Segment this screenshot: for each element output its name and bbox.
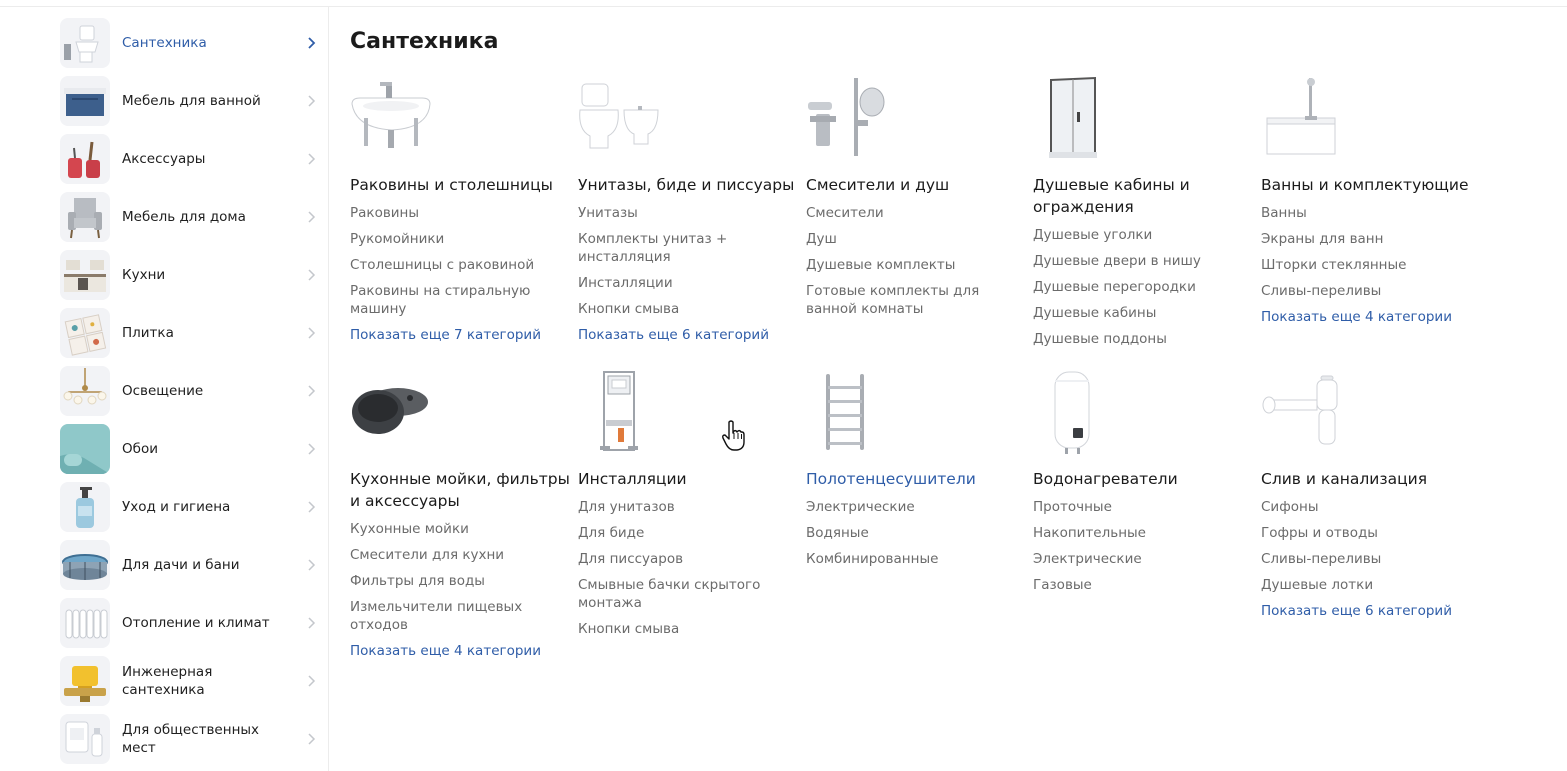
chevron-right-icon: [304, 152, 318, 166]
page-title: Сантехника: [350, 29, 499, 54]
sidebar-item-kitchens[interactable]: [60, 246, 328, 304]
subcategory-link[interactable]: Гофры и отводы: [1261, 525, 1378, 541]
subcategory-list: [1261, 200, 1476, 304]
sidebar-item-label: Кухни: [122, 267, 166, 283]
subcategory-link[interactable]: Душевые уголки: [1033, 227, 1153, 243]
sidebar-item-wallpaper[interactable]: [60, 420, 328, 478]
subcategory-link[interactable]: Смывные бачки скрытого монтажа: [578, 577, 761, 611]
sidebar-item-hygiene[interactable]: [60, 478, 328, 536]
show-more-link[interactable]: Показать еще 6 категорий: [1261, 603, 1452, 619]
subcategory-link[interactable]: Сифоны: [1261, 499, 1319, 515]
category-title[interactable]: Унитазы, биде и писсуары: [578, 176, 795, 194]
sidebar-item-home-furniture[interactable]: [60, 188, 328, 246]
sidebar-item-label: Отопление и климат: [122, 615, 270, 631]
subcategory-link[interactable]: Фильтры для воды: [350, 573, 485, 589]
category-toilets: [578, 76, 793, 348]
sidebar-item-label: Инженерная сантехника: [122, 664, 213, 698]
sidebar-item-label: Освещение: [122, 383, 204, 399]
category-sidebar: [60, 14, 328, 768]
toilet-icon: [60, 18, 110, 68]
sidebar-item-label: Мебель для дома: [122, 209, 246, 225]
sidebar-item-label: Плитка: [122, 325, 174, 341]
subcategory-list: [1261, 494, 1476, 598]
category-title[interactable]: Раковины и столешницы: [350, 176, 553, 194]
subcategory-link[interactable]: Душевые лотки: [1261, 577, 1374, 593]
dispenser-icon: [60, 714, 110, 764]
subcategory-link[interactable]: Кнопки смыва: [578, 301, 680, 317]
show-more-link[interactable]: Показать еще 4 категории: [1261, 309, 1452, 325]
toilet-bidet-icon[interactable]: [578, 76, 668, 160]
accessories-icon: [60, 134, 110, 184]
sidebar-item-bathroom-furniture[interactable]: [60, 72, 328, 130]
subcategory-link[interactable]: Измельчители пищевых отходов: [350, 599, 523, 633]
installation-icon[interactable]: [578, 370, 668, 454]
subcategory-link[interactable]: Смесители: [806, 205, 884, 221]
sink-icon[interactable]: [350, 76, 440, 160]
show-more-link[interactable]: Показать еще 6 категорий: [578, 327, 769, 343]
category-title[interactable]: Полотенцесушители: [806, 470, 976, 488]
category-title[interactable]: Ванны и комплектующие: [1261, 176, 1469, 194]
kitchen-icon: [60, 250, 110, 300]
subcategory-link[interactable]: Сливы-переливы: [1261, 283, 1382, 299]
show-more-link[interactable]: Показать еще 4 категории: [350, 643, 541, 659]
subcategory-list: [578, 494, 793, 642]
subcategory-link[interactable]: Кухонные мойки: [350, 521, 469, 537]
subcategory-link[interactable]: Сливы-переливы: [1261, 551, 1382, 567]
subcategory-link[interactable]: Смесители для кухни: [350, 547, 505, 563]
subcategory-list: [1033, 494, 1248, 598]
vanity-icon: [60, 76, 110, 126]
bathtub-icon[interactable]: [1261, 76, 1351, 160]
subcategory-list: [806, 494, 1021, 572]
sidebar-item-lighting[interactable]: [60, 362, 328, 420]
radiator-icon: [60, 598, 110, 648]
subcategory-link[interactable]: Инсталляции: [578, 275, 673, 291]
subcategory-link[interactable]: Комбинированные: [806, 551, 939, 567]
chevron-right-icon: [304, 36, 318, 50]
subcategory-list: [578, 200, 793, 322]
chandelier-icon: [60, 366, 110, 416]
top-divider: [0, 6, 1567, 7]
subcategory-link[interactable]: Душевые кабины: [1033, 305, 1157, 321]
category-title[interactable]: Инсталляции: [578, 470, 687, 488]
faucet-shower-icon[interactable]: [806, 76, 896, 160]
category-title[interactable]: Кухонные мойки, фильтры и аксессуары: [350, 470, 570, 510]
chevron-right-icon: [304, 558, 318, 572]
subcategory-list: [350, 200, 565, 322]
sidebar-item-label: Для дачи и бани: [122, 557, 240, 573]
subcategory-link[interactable]: Рукомойники: [350, 231, 445, 247]
sidebar-item-label: Сантехника: [122, 35, 207, 51]
subcategory-link[interactable]: Электрические: [806, 499, 915, 515]
subcategory-link[interactable]: Раковины: [350, 205, 420, 221]
category-title[interactable]: Душевые кабины и ограждения: [1033, 176, 1190, 216]
sidebar-item-label: Мебель для ванной: [122, 93, 261, 109]
sidebar-item-label: Обои: [122, 441, 158, 457]
category-title[interactable]: Водонагреватели: [1033, 470, 1178, 488]
siphon-icon[interactable]: [1261, 370, 1351, 454]
sidebar-divider: [328, 7, 329, 771]
subcategory-link[interactable]: Водяные: [806, 525, 869, 541]
chevron-right-icon: [304, 616, 318, 630]
sidebar-item-public-places[interactable]: [60, 710, 328, 768]
subcategory-link[interactable]: Душ: [806, 231, 837, 247]
subcategory-link[interactable]: Столешницы с раковиной: [350, 257, 535, 273]
subcategory-link[interactable]: Газовые: [1033, 577, 1092, 593]
armchair-icon: [60, 192, 110, 242]
chevron-right-icon: [304, 384, 318, 398]
sidebar-item-heating[interactable]: [60, 594, 328, 652]
towel-rail-icon[interactable]: [806, 370, 896, 454]
chevron-right-icon: [304, 442, 318, 456]
subcategory-link[interactable]: Комплекты унитаз + инсталляция: [578, 231, 728, 265]
sidebar-item-label: Для общественных мест: [122, 722, 260, 756]
category-title[interactable]: Смесители и душ: [806, 176, 950, 194]
subcategory-link[interactable]: Проточные: [1033, 499, 1112, 515]
subcategory-link[interactable]: Накопительные: [1033, 525, 1146, 541]
sidebar-item-tiles[interactable]: [60, 304, 328, 362]
sidebar-item-label: Аксессуары: [122, 151, 206, 167]
subcategory-link[interactable]: Экраны для ванн: [1261, 231, 1384, 247]
show-more-link[interactable]: Показать еще 7 категорий: [350, 327, 541, 343]
category-faucets-shower: [806, 76, 1021, 322]
subcategory-link[interactable]: Готовые комплекты для ванной комнаты: [806, 283, 980, 317]
tile-icon: [60, 308, 110, 358]
kitchen-sink-icon[interactable]: [350, 370, 440, 454]
chevron-right-icon: [304, 732, 318, 746]
category-bathtubs: [1261, 76, 1476, 330]
water-heater-icon[interactable]: [1033, 370, 1123, 454]
chevron-right-icon: [304, 500, 318, 514]
chevron-right-icon: [304, 674, 318, 688]
category-kitchen-sinks: [350, 370, 570, 664]
sidebar-item-engineering-plumbing[interactable]: [60, 652, 328, 710]
subcategory-link[interactable]: Шторки стеклянные: [1261, 257, 1407, 273]
sidebar-item-label: Уход и гигиена: [122, 499, 231, 515]
subcategory-link[interactable]: Душевые комплекты: [806, 257, 956, 273]
chevron-right-icon: [304, 268, 318, 282]
chevron-right-icon: [304, 210, 318, 224]
soap-icon: [60, 482, 110, 532]
shower-cabin-icon[interactable]: [1033, 76, 1123, 160]
category-drainage: [1261, 370, 1476, 624]
category-installations: [578, 370, 793, 642]
hand-cursor-icon: [722, 420, 746, 452]
subcategory-list: [806, 200, 1021, 322]
chevron-right-icon: [304, 94, 318, 108]
chevron-right-icon: [304, 326, 318, 340]
category-water-heaters: [1033, 370, 1248, 598]
sidebar-item-garden-sauna[interactable]: [60, 536, 328, 594]
category-towel-rails: [806, 370, 1021, 572]
subcategory-link[interactable]: Для писсуаров: [578, 551, 684, 567]
category-shower-cabins: [1033, 76, 1248, 352]
valve-icon: [60, 656, 110, 706]
subcategory-link[interactable]: Раковины на стиральную машину: [350, 283, 531, 317]
subcategory-list: [350, 516, 565, 638]
subcategory-link[interactable]: Душевые поддоны: [1033, 331, 1167, 347]
pool-icon: [60, 540, 110, 590]
category-title[interactable]: Слив и канализация: [1261, 470, 1428, 488]
subcategory-link[interactable]: Электрические: [1033, 551, 1142, 567]
wallpaper-icon: [60, 424, 110, 474]
subcategory-link[interactable]: Унитазы: [578, 205, 638, 221]
subcategory-link[interactable]: Ванны: [1261, 205, 1307, 221]
sidebar-item-plumbing[interactable]: [60, 14, 328, 72]
subcategory-link[interactable]: Душевые двери в нишу: [1033, 253, 1201, 269]
subcategory-link[interactable]: Кнопки смыва: [578, 621, 680, 637]
sidebar-item-accessories[interactable]: [60, 130, 328, 188]
category-sinks: [350, 76, 565, 348]
subcategory-link[interactable]: Душевые перегородки: [1033, 279, 1196, 295]
subcategory-link[interactable]: Для биде: [578, 525, 645, 541]
subcategory-link[interactable]: Для унитазов: [578, 499, 675, 515]
subcategory-list: [1033, 222, 1248, 352]
